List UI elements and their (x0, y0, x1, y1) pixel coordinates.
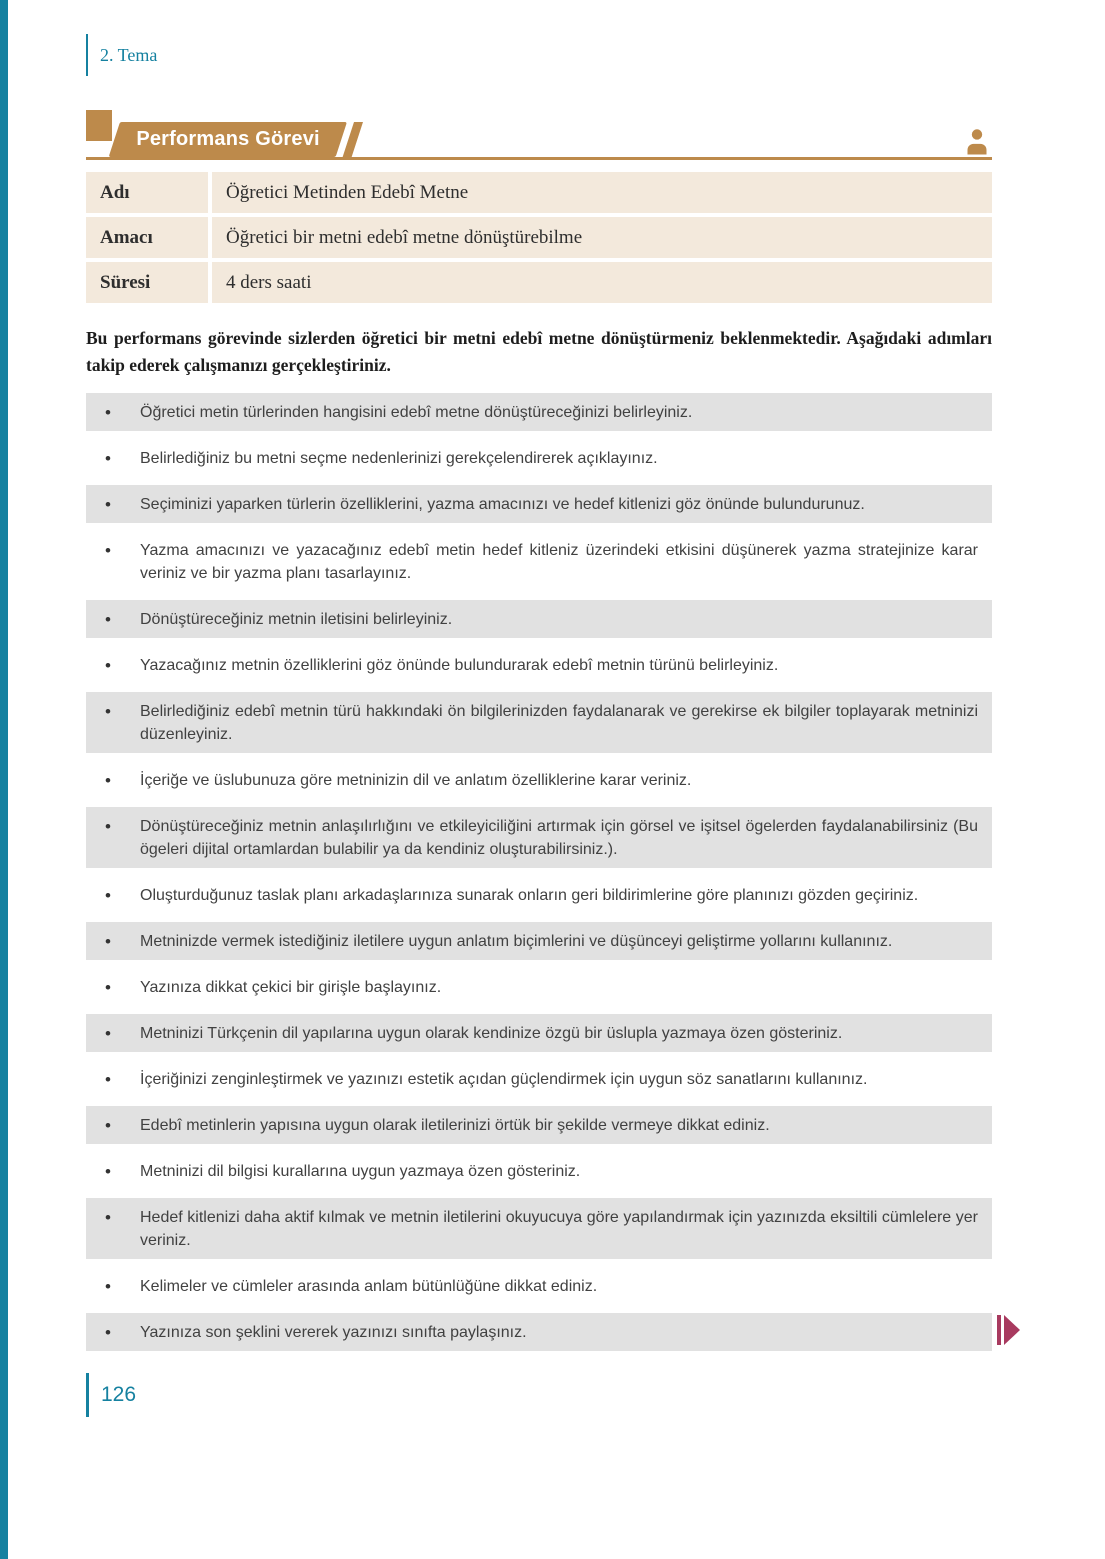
step-item (86, 922, 992, 960)
step-text: Belirlediğiniz bu metni seçme nedenlerinizi gerekçelendirerek açıklayınız. (140, 449, 658, 467)
step-item (86, 1106, 992, 1144)
banner-stripe-decoration (343, 122, 363, 157)
step-item (86, 646, 992, 684)
step-item (86, 1152, 992, 1190)
task-info-table (86, 172, 992, 303)
section-banner (86, 110, 992, 160)
step-text: Oluşturduğunuz taslak planı arkadaşlarınıza sunarak onların geri bildirimlerine göre planınızı gözden geçiriniz. (140, 886, 919, 904)
step-text: İçeriğe ve üslubunuza göre metninizin dil ve anlatım özelliklerine karar veriniz. (140, 771, 692, 789)
bullet-icon: • (105, 448, 111, 468)
step-text: Yazma amacınızı ve yazacağınız edebî metin hedef kitleniz üzerindeki etkisini düşünerek yazma stratejinize karar veriniz ve bir yazma planı tasarlayınız. (140, 541, 978, 582)
bullet-icon: • (105, 1023, 111, 1043)
next-arrow-triangle (1004, 1315, 1020, 1345)
bullet-icon: • (105, 1069, 111, 1089)
step-text: İçeriğinizi zenginleştirmek ve yazınızı estetik açıdan güçlendirmek için uygun söz sanatlarını kullanınız. (140, 1070, 868, 1088)
step-text: Yazınıza dikkat çekici bir girişle başlayınız. (140, 978, 442, 996)
step-item (86, 1014, 992, 1052)
theme-label-text: 2. Tema (100, 44, 158, 65)
step-item (86, 1313, 992, 1351)
step-text: Edebî metinlerin yapısına uygun olarak iletilerinizi örtük bir şekilde vermeye dikkat ediniz. (140, 1116, 770, 1134)
person-icon (964, 128, 990, 155)
bullet-icon: • (105, 977, 111, 997)
step-text: Metninizi dil bilgisi kurallarına uygun yazmaya özen gösteriniz. (140, 1162, 581, 1180)
table-row-value: 4 ders saati (212, 262, 992, 303)
section-banner-plate (109, 122, 348, 157)
steps-list (86, 393, 992, 1351)
step-text: Metninizi Türkçenin dil yapılarına uygun olarak kendinize özgü bir üslupla yazmaya özen gösteriniz. (140, 1024, 843, 1042)
step-text: Hedef kitlenizi daha aktif kılmak ve metnin iletilerini okuyucuya göre yapılandırmak için yazınızda eksiltili cümlelere yer veriniz. (140, 1208, 978, 1249)
bullet-icon: • (105, 1276, 111, 1296)
bullet-icon: • (105, 402, 111, 422)
step-text: Yazacağınız metnin özelliklerini göz önünde bulundurarak edebî metnin türünü belirleyiniz. (140, 656, 779, 674)
bullet-icon: • (105, 885, 111, 905)
theme-label (86, 34, 992, 76)
step-item (86, 1198, 992, 1259)
step-item (86, 876, 992, 914)
step-text: Metninizde vermek istediğiniz iletilere uygun anlatım biçimlerini ve düşünceyi geliştirme yollarını kullanınız. (140, 932, 893, 950)
page-content (86, 0, 992, 1417)
next-arrow-icon[interactable] (997, 1315, 1020, 1345)
bullet-icon: • (105, 1322, 111, 1342)
step-item (86, 1060, 992, 1098)
page-edge-bar (0, 0, 8, 1559)
intro-paragraph: Bu performans görevinde sizlerden öğretici bir metni edebî metne dönüştürmeniz beklenmektedir. Aşağıdaki adımları takip ederek çalışmanızı gerçekleştiriniz. (86, 328, 992, 375)
step-text: Dönüştüreceğiniz metnin iletisini belirleyiniz. (140, 610, 453, 628)
step-text: Öğretici metin türlerinden hangisini edebî metne dönüştüreceğinizi belirleyiniz. (140, 403, 693, 421)
bullet-icon: • (105, 494, 111, 514)
banner-underline (86, 157, 992, 160)
bullet-icon: • (105, 1161, 111, 1181)
bullet-icon: • (105, 609, 111, 629)
bullet-icon: • (105, 1207, 111, 1227)
bullet-icon: • (105, 655, 111, 675)
table-row-label: Amacı (86, 217, 208, 258)
table-row-value: Öğretici bir metni edebî metne dönüştürebilme (212, 217, 992, 258)
page-footer (86, 1373, 992, 1417)
step-text: Belirlediğiniz edebî metnin türü hakkındaki ön bilgilerinizden faydalanarak ve gerekirse ek bilgiler toplayarak metninizi düzenleyiniz. (140, 702, 978, 743)
bullet-icon: • (105, 1115, 111, 1135)
bullet-icon: • (105, 770, 111, 790)
step-item (86, 600, 992, 638)
table-row-value: Öğretici Metinden Edebî Metne (212, 172, 992, 213)
banner-square-decoration (86, 110, 112, 141)
step-text: Yazınıza son şeklini vererek yazınızı sınıfta paylaşınız. (140, 1323, 527, 1341)
step-item (86, 807, 992, 868)
step-item (86, 439, 992, 477)
step-text: Seçiminizi yaparken türlerin özelliklerini, yazma amacınızı ve hedef kitlenizi göz önünde bulundurunuz. (140, 495, 865, 513)
page-number: 126 (101, 1383, 137, 1406)
step-item (86, 968, 992, 1006)
table-row-label: Süresi (86, 262, 208, 303)
step-item (86, 1267, 992, 1305)
step-item (86, 761, 992, 799)
step-item (86, 485, 992, 523)
bullet-icon: • (105, 816, 111, 836)
step-text: Dönüştüreceğiniz metnin anlaşılırlığını ve etkileyiciliğini artırmak için görsel ve işitsel ögelerden faydalanabilirsiniz (Bu ögeleri dijital ortamlardan bulabilir ya da kendiniz oluşturabilirsiniz.). (140, 817, 978, 858)
step-text: Kelimeler ve cümleler arasında anlam bütünlüğüne dikkat ediniz. (140, 1277, 598, 1295)
next-arrow-bar (997, 1315, 1001, 1345)
bullet-icon: • (105, 701, 111, 721)
section-banner-title: Performans Görevi (136, 128, 320, 150)
table-row-label: Adı (86, 172, 208, 213)
step-item (86, 531, 992, 592)
step-item (86, 692, 992, 753)
bullet-icon: • (105, 931, 111, 951)
bullet-icon: • (105, 540, 111, 560)
step-item (86, 393, 992, 431)
